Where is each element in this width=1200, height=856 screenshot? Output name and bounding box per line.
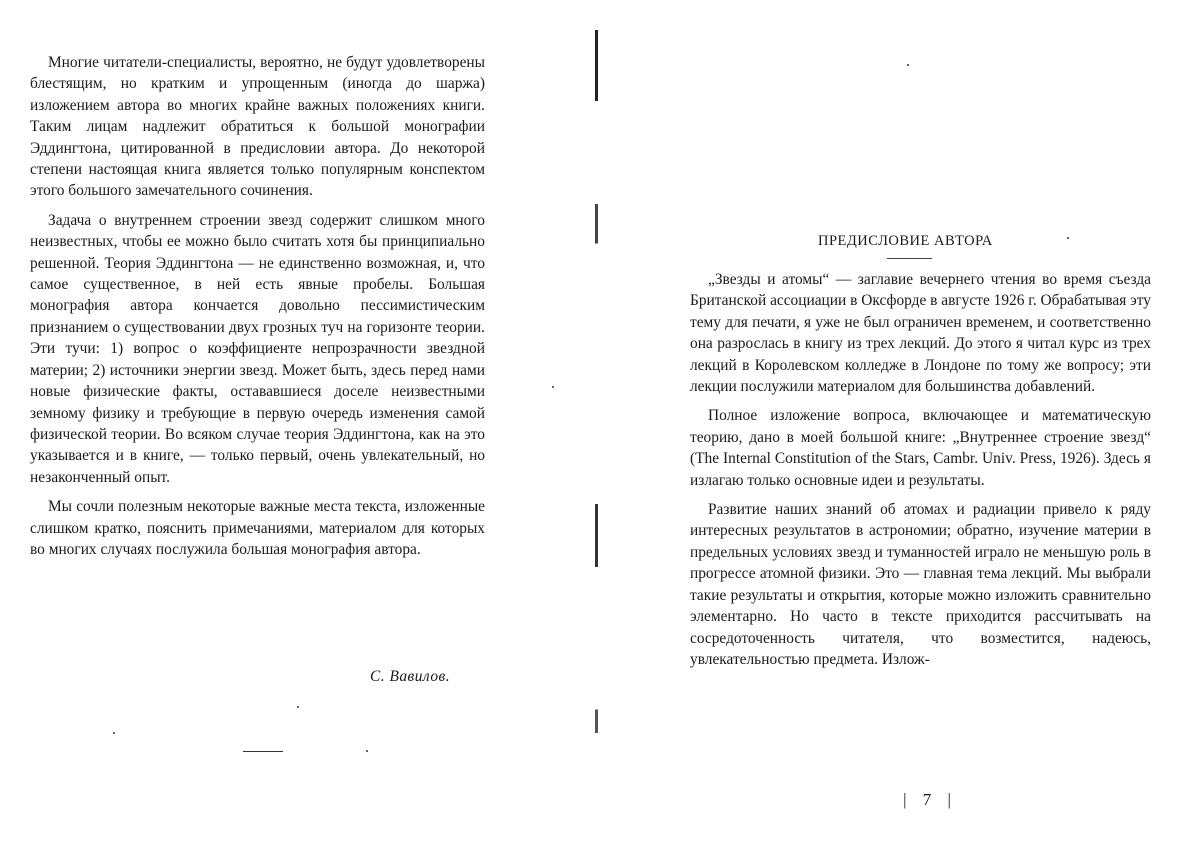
right-paragraph-3: Развитие наших знаний об атомах и радиации привело к ряду интересных результатов в астрономии; обратно, изучение материи в предельных условиях звезд и туманностей играло не меньшую роль в прогрессе атомной физики. Это — главная тема лекций. Мы выбрали такие результаты и открытия, которые можно изложить сравнительно элементарно. Но часто в тексте приходится рассчитывать на сосредоточенность читателя, что возместится, надеюсь, увлекательностью предмета. Излож- — [690, 501, 1151, 668]
right-paragraph-2: Полное изложение вопроса, включающее и математическую теорию, дано в моей большой книге: „Внутреннее строение звезд“ (The Internal Constitution of the Stars, Cambr. Univ. Press, 1926). Здесь я излагаю только основные идеи и результаты. — [690, 407, 1151, 489]
page-number: | 7 | — [903, 790, 957, 809]
book-gutter — [595, 30, 598, 820]
closing-rule — [243, 751, 283, 752]
right-page-text — [690, 269, 1151, 678]
scan-speck — [113, 732, 115, 734]
scan-speck — [907, 64, 909, 66]
right-paragraph-1: „Звезды и атомы“ — заглавие вечернего чтения во время съезда Британской ассоциации в Оксфорде в августе 1926 г. Обрабатывая эту тему для печати, я уже не был ограничен временем, и соответственно она разрослась в книгу из трех лекций. До этого я читал курс из трех лекций в Королевском колледже в Лондоне по тому же вопросу; эти лекции послужили материалом для большинства добавлений. — [690, 271, 1151, 396]
scan-speck — [552, 386, 554, 388]
left-page-text — [30, 52, 485, 568]
section-heading: ПРЕДИСЛОВИЕ АВТОРА — [818, 233, 993, 249]
translator-signature: С. Вавилов. — [370, 668, 451, 685]
scan-speck — [1067, 237, 1069, 239]
scan-speck — [366, 750, 368, 752]
left-paragraph-1: Многие читатели-специалисты, вероятно, не будут удовлетворены блестящим, но кратким и упрощенным (иногда до шаржа) изложением автора во многих крайне важных положениях книги. Таким лицам надлежит обратиться к большой монографии Эддингтона, цитированной в предисловии автора. До некоторой степени настоящая книга является только популярным конспектом этого большого замечательного сочинения. — [30, 54, 485, 200]
heading-rule — [887, 258, 932, 259]
left-paragraph-3: Мы сочли полезным некоторые важные места текста, изложенные слишком кратко, пояснить примечаниями, материалом для которых во многих случаях послужила большая монография автора. — [30, 498, 485, 558]
left-paragraph-2: Задача о внутреннем строении звезд содержит слишком много неизвестных, чтобы ее можно было считать хотя бы принципиально решенной. Теория Эддингтона — не единственно возможная, и, что самое существенное, в ней есть явные пробелы. Большая монография автора кончается довольно пессимистическим признанием о существовании двух грозных туч на горизонте теории. Эти тучи: 1) вопрос о коэффициенте непрозрачности звездной материи; 2) источники энергии звезд. Может быть, здесь перед нами новые физические факты, остававшиеся доселе неизвестными земному физику и требующие в первую очередь изменения самой физической теории. Во всяком случае теория Эддингтона, как на это указывается и в книге, — только первый, очень увлекательный, но незаконченный опыт. — [30, 211, 485, 486]
scan-speck — [297, 706, 299, 708]
